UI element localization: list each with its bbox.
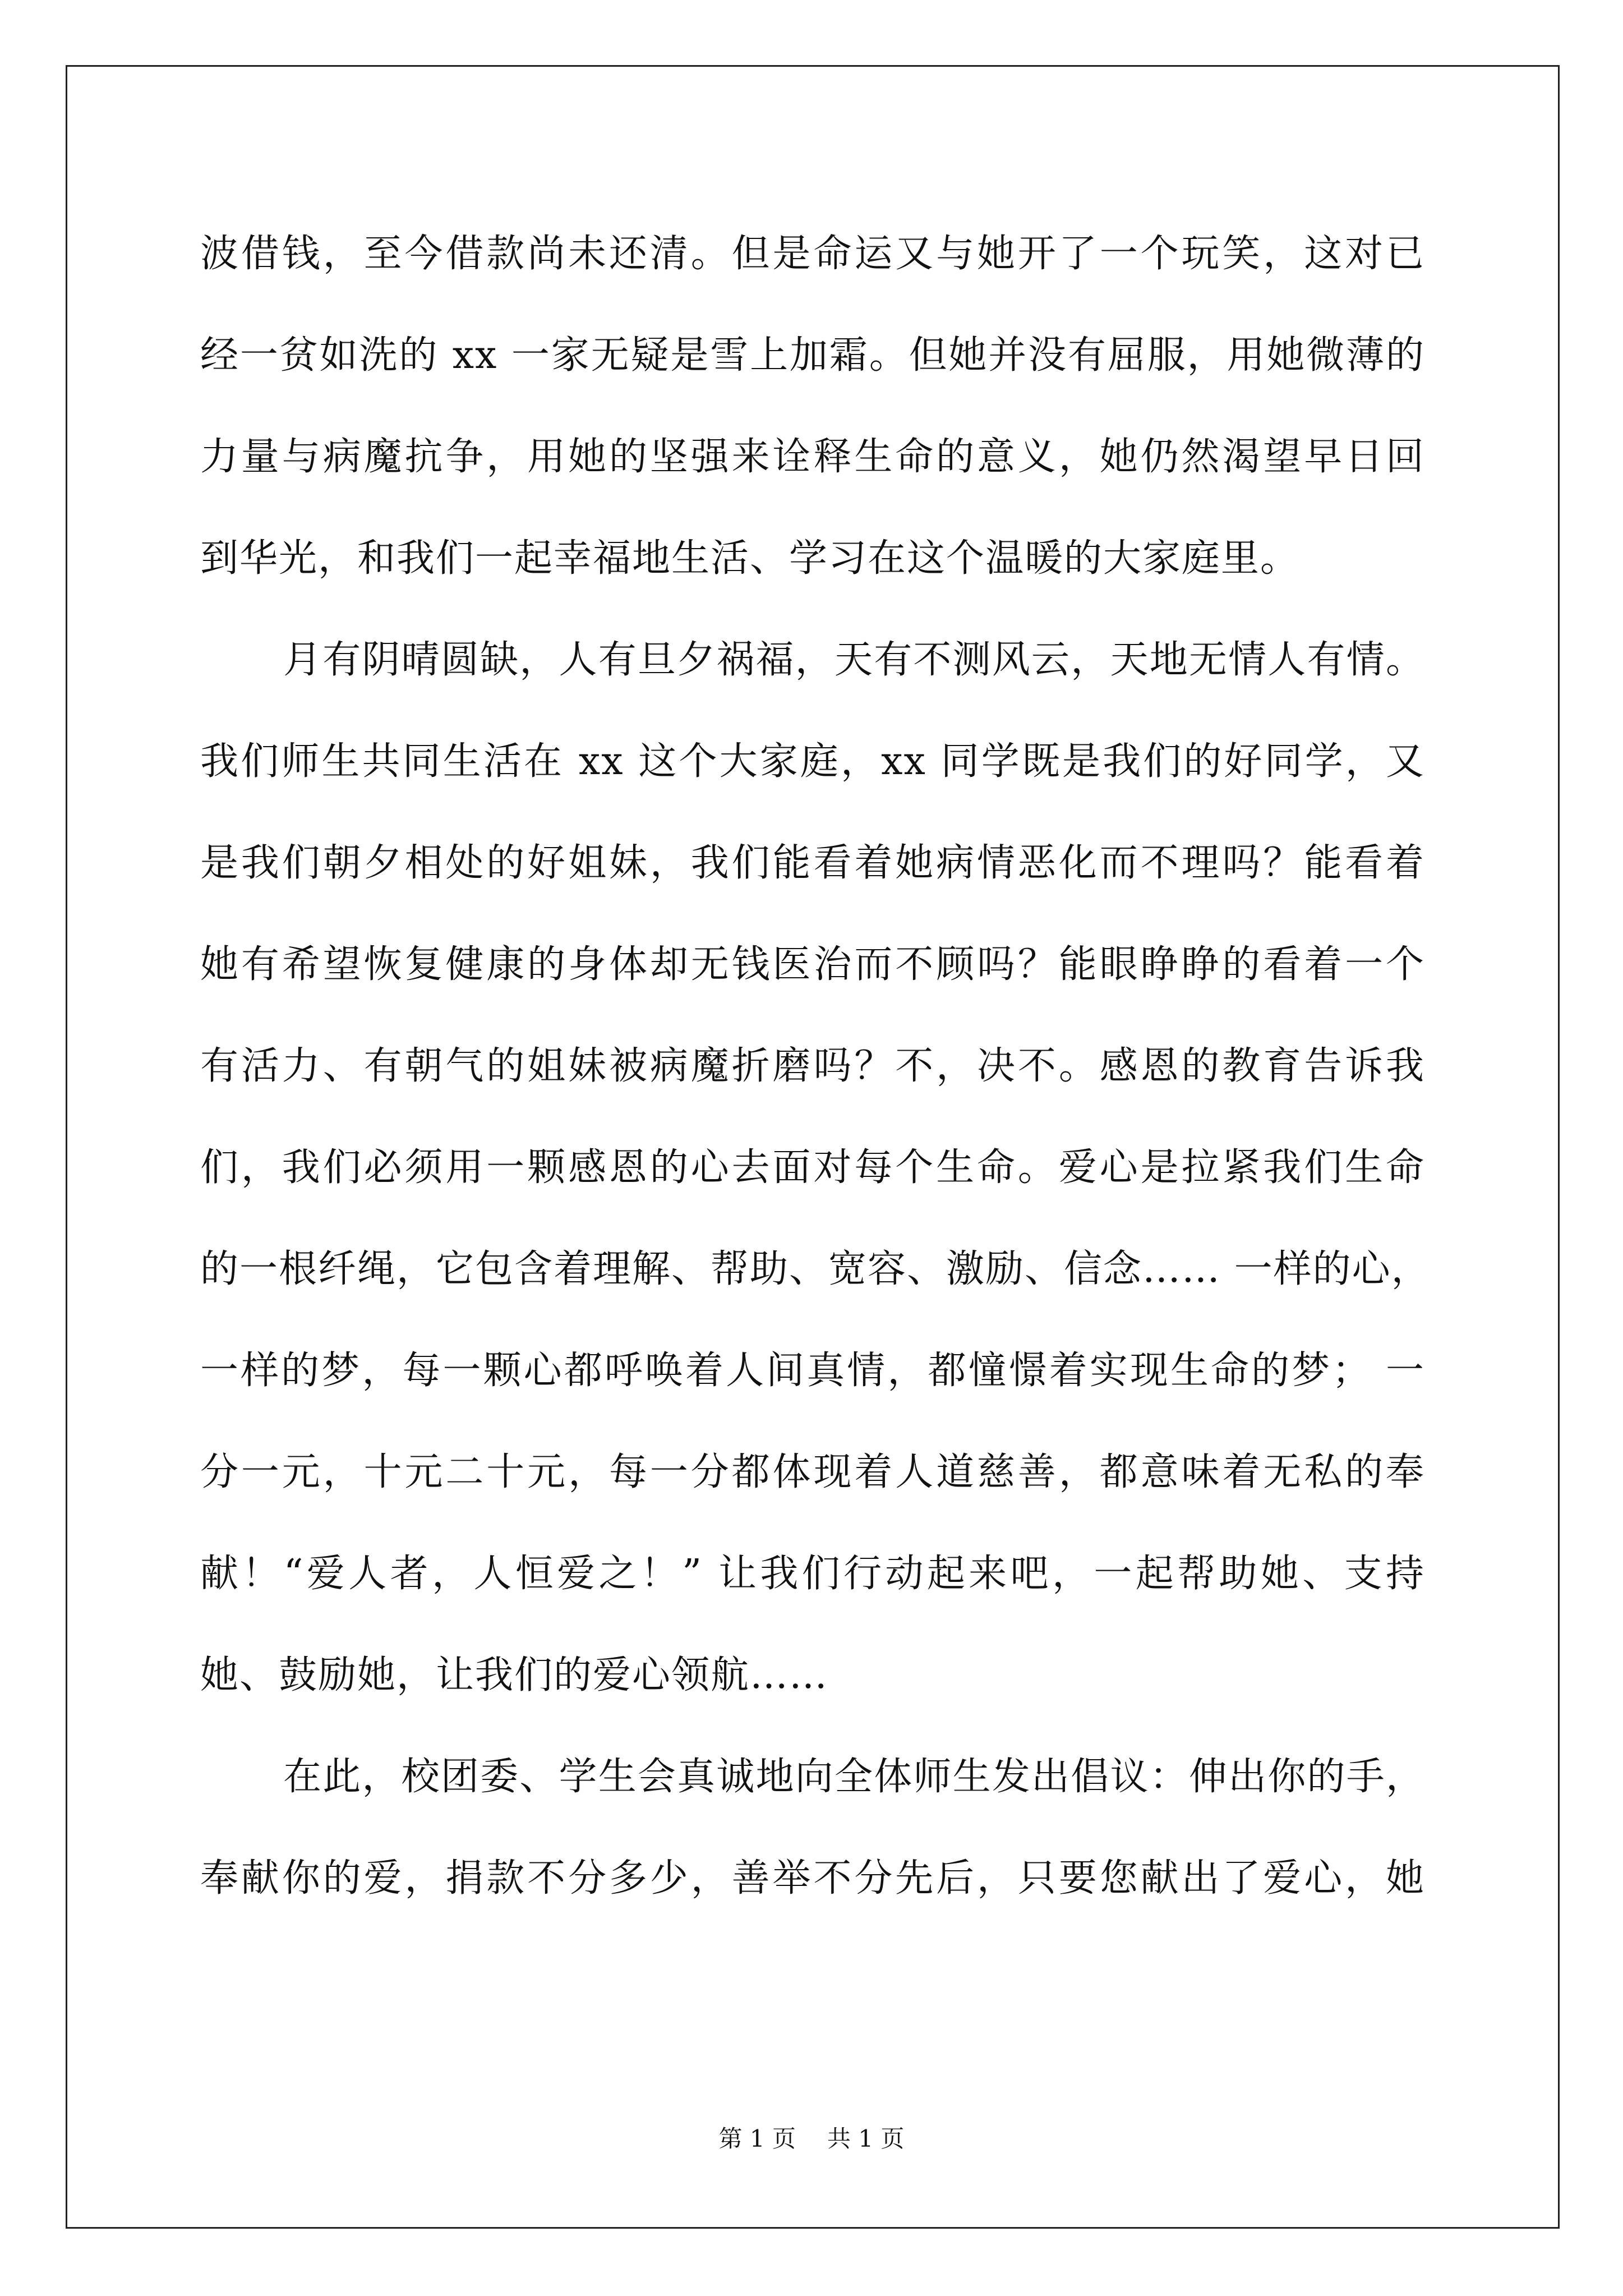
paragraph-2-line-1: 月有阴晴圆缺，人有旦夕祸福，天有不测风云，天地无情人有情。 xyxy=(283,638,1425,682)
page-number: 第 1 页 xyxy=(718,2125,796,2152)
paragraph-2-line-10: 献！“爱人者，人恒爱之！” 让我们行动起来吧，一起帮助她、支持 xyxy=(200,1552,1425,1596)
paragraph-1-line-3: 力量与病魔抗争，用她的坚强来诠释生命的意义，她仍然渴望早日回 xyxy=(200,435,1425,479)
paragraph-1-line-2: 经一贫如洗的 xx 一家无疑是雪上加霜。但她并没有屈服，用她微薄的 xyxy=(200,333,1425,378)
paragraph-2-line-5: 有活力、有朝气的姐妹被病魔折磨吗？不，决不。感恩的教育告诉我 xyxy=(200,1044,1425,1088)
paragraph-2-line-4: 她有希望恢复健康的身体却无钱医治而不顾吗？能眼睁睁的看着一个 xyxy=(200,942,1425,987)
paragraph-2-line-2: 我们师生共同生活在 xx 这个大家庭，xx 同学既是我们的好同学，又 xyxy=(200,739,1425,784)
paragraph-2-line-7: 的一根纤绳，它包含着理解、帮助、宽容、激励、信念…… 一样的心， xyxy=(200,1247,1431,1291)
paragraph-2-line-11: 她、鼓励她，让我们的爱心领航…… xyxy=(200,1653,829,1697)
paragraph-3-line-1: 在此，校团委、学生会真诚地向全体师生发出倡议：伸出你的手， xyxy=(283,1755,1425,1799)
paragraph-3-line-2: 奉献你的爱，捐款不分多少，善举不分先后，只要您献出了爱心，她 xyxy=(200,1856,1425,1901)
page-total: 共 1 页 xyxy=(827,2125,905,2152)
page-footer xyxy=(0,2122,1623,2156)
paragraph-2-line-9: 分一元，十元二十元，每一分都体现着人道慈善，都意味着无私的奉 xyxy=(200,1450,1425,1494)
paragraph-2-line-8: 一样的梦，每一颗心都呼唤着人间真情，都憧憬着实现生命的梦； 一 xyxy=(200,1349,1425,1393)
paragraph-1-line-4: 到华光，和我们一起幸福地生活、学习在这个温暖的大家庭里。 xyxy=(200,536,1300,581)
paragraph-2-line-3: 是我们朝夕相处的好姐妹，我们能看着她病情恶化而不理吗？能看着 xyxy=(200,841,1425,885)
paragraph-2-line-6: 们，我们必须用一颗感恩的心去面对每个生命。爱心是拉紧我们生命 xyxy=(200,1145,1425,1190)
paragraph-1-line-1: 波借钱，至今借款尚未还清。但是命运又与她开了一个玩笑，这对已 xyxy=(200,232,1425,276)
